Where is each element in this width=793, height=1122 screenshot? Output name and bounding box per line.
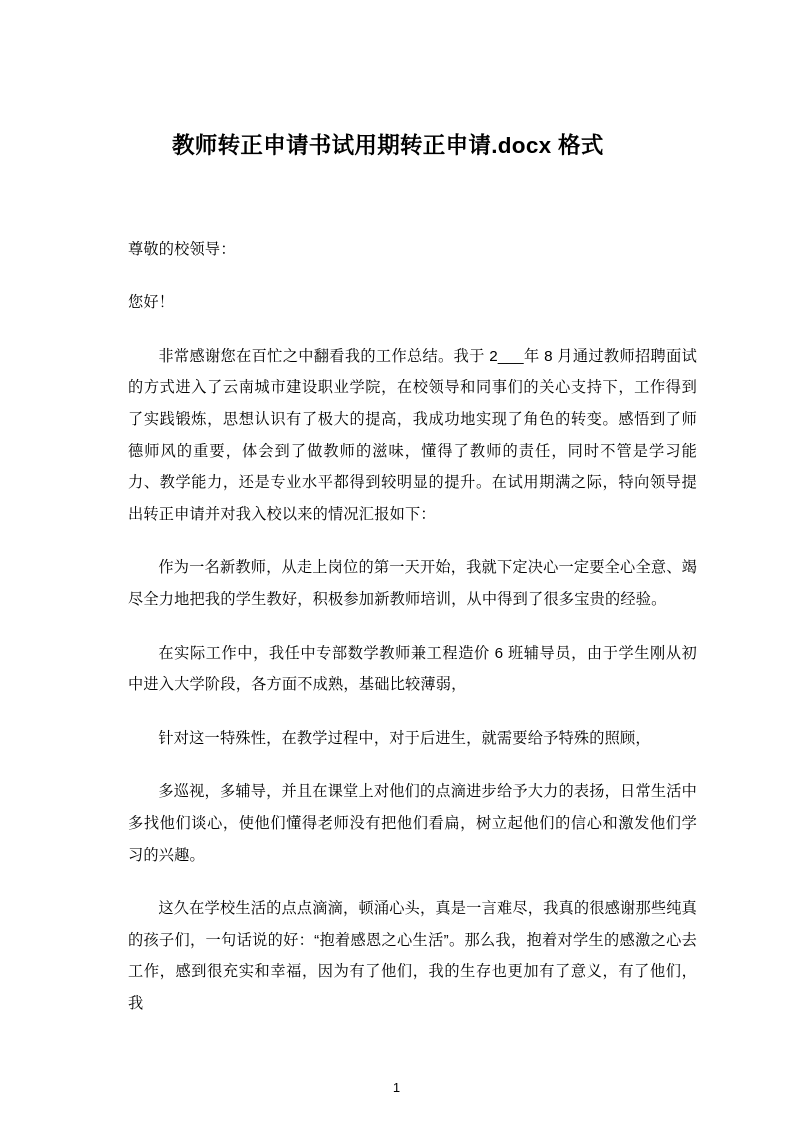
body-paragraph-6: 这久在学校生活的点点滴滴，顿涌心头，真是一言难尽，我真的很感谢那些纯真的孩子们，一句话说的好：“抱着感恩之心生活”。那么我，抱着对学生的感激之心去工作，感到很充实和幸福，因为有了他们，我的生存也更加有了意义，有了他们，我: [128, 900, 697, 1013]
page-title: 教师转正申请书试用期转正申请.docx 格式: [172, 133, 604, 158]
body-paragraph-2: 作为一名新教师，从走上岗位的第一天开始，我就下定决心一定要全心全意、竭尽全力地把我的学生教好，积极参加新教师培训，从中得到了很多宝贵的经验。: [128, 559, 697, 608]
body-paragraph-3: 在实际工作中，我任中专部数学教师兼工程造价 6 班辅导员，由于学生刚从初中进入大学阶段，各方面不成熟，基础比较薄弱，: [128, 644, 697, 694]
body-paragraph-4: 针对这一特殊性，在教学过程中，对于后进生，就需要给予特殊的照顾，: [158, 729, 651, 747]
body-paragraph-5: 多巡视，多辅导，并且在课堂上对他们的点滴进步给予大力的表扬，日常生活中多找他们谈心，使他们懂得老师没有把他们看扁，树立起他们的信心和激发他们学习的兴趣。: [128, 783, 697, 864]
body-paragraph-1: 非常感谢您在百忙之中翻看我的工作总结。我于 2___年 8 月通过教师招聘面试的方式进入了云南城市建设职业学院，在校领导和同事们的关心支持下，工作得到了实践锻炼，思想认识有了极大的提高，我成功地实现了角色的转变。感悟到了师德师风的重要，体会到了做教师的滋味，懂得了教师的责任，同时不管是学习能力、教学能力，还是专业水平都得到较明显的提升。在试用期满之际，特向领导提出转正申请并对我入校以来的情况汇报如下：: [128, 347, 697, 523]
greeting-paragraph: 您好！: [128, 294, 175, 312]
salutation-paragraph: 尊敬的校领导：: [128, 240, 236, 258]
page-number: 1: [392, 1080, 401, 1095]
document-body: [90, 234, 703, 1020]
